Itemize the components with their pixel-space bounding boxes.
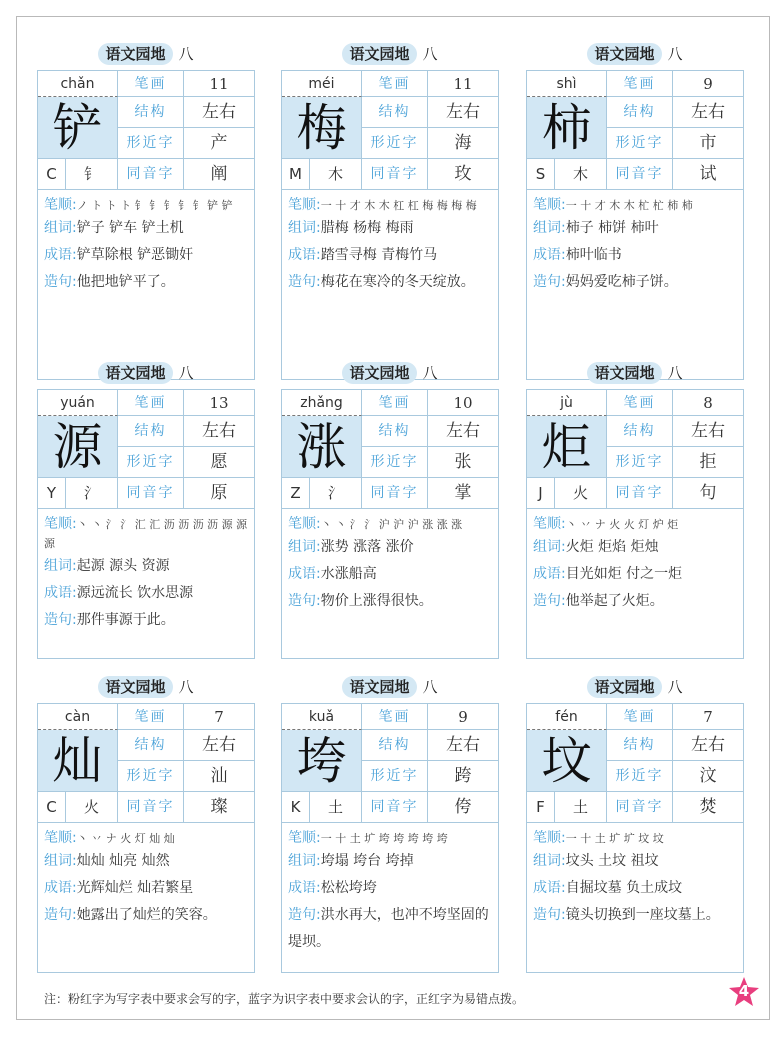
idioms: 松松垮垮: [320, 880, 377, 896]
homophone-value: 掌: [454, 483, 472, 503]
similar-label: 形近字: [362, 447, 428, 478]
words: 火炬 炬焰 炬烛: [565, 539, 659, 555]
sentence-row: 造句:物价上涨得很快。: [288, 593, 433, 609]
stroke-order: 丶 丷 ナ 火 灯 灿 灿: [76, 832, 175, 845]
idiom-label: 成语: [288, 566, 316, 582]
stroke-order-label: 笔顺: [44, 197, 72, 213]
initial-letter: Z: [282, 478, 310, 508]
words-label: 组词: [288, 853, 316, 869]
main-character: 梅: [282, 97, 362, 159]
homophone-label: 同音字: [607, 792, 673, 822]
unit-number: 八: [667, 364, 683, 382]
structure-label: 结构: [118, 416, 184, 447]
sentence: 镜头切换到一座坟墓上。: [565, 907, 720, 923]
similar-value: 产: [184, 128, 254, 159]
idiom-row: 成语:铲草除根 铲恶锄奸: [44, 247, 194, 263]
words-row: 组词:灿灿 灿亮 灿然: [44, 853, 170, 869]
sentence-row: 造句:她露出了灿烂的笑容。: [44, 907, 217, 923]
stroke-order: 一 十 土 圹 圹 坟 坟: [565, 832, 664, 845]
main-character: 铲: [38, 97, 118, 159]
stroke-order-row: 笔顺:丶 丷 ナ 火 火 灯 炉 炬: [533, 516, 679, 532]
char-details: [281, 190, 499, 380]
pinyin: kuǎ: [282, 704, 362, 730]
radical: 木: [310, 159, 362, 189]
pinyin: zhǎng: [282, 390, 362, 416]
strokes-value: 11: [428, 71, 498, 97]
pinyin: jù: [527, 390, 607, 416]
structure-value: 左右: [673, 416, 743, 447]
words-row: 组词:起源 源头 资源: [44, 558, 170, 574]
similar-value: 跨: [428, 761, 498, 792]
unit-number: 八: [667, 678, 683, 696]
strokes-value: 9: [673, 71, 743, 97]
homophone-label: 同音字: [362, 792, 428, 822]
strokes-value: 7: [673, 704, 743, 730]
radical: 氵: [310, 478, 362, 508]
initial-letter: S: [527, 159, 555, 189]
strokes-label: 笔画: [607, 704, 673, 730]
idiom-label: 成语: [533, 880, 561, 896]
words-row: 组词:火炬 炬焰 炬烛: [533, 539, 659, 555]
idioms: 水涨船高: [320, 566, 377, 582]
structure-label: 结构: [607, 97, 673, 128]
sentence: 妈妈爱吃柿子饼。: [565, 274, 678, 290]
structure-label: 结构: [362, 730, 428, 761]
words: 涨势 涨落 涨价: [320, 539, 414, 555]
idioms: 踏雪寻梅 青梅竹马: [320, 247, 438, 263]
initial-letter: J: [527, 478, 555, 508]
sentence-label: 造句: [288, 907, 316, 923]
stroke-order-label: 笔顺: [533, 516, 561, 532]
initial-letter: M: [282, 159, 310, 189]
words: 灿灿 灿亮 灿然: [76, 853, 170, 869]
sentence-label: 造句: [44, 907, 72, 923]
char-details: [526, 823, 744, 973]
char-info-grid: [281, 70, 499, 190]
words: 坟头 土坟 祖坟: [565, 853, 659, 869]
radical: 氵: [66, 478, 118, 508]
idiom-row: 成语:松松垮垮: [288, 880, 377, 896]
idiom-row: 成语:源远流长 饮水思源: [44, 585, 194, 601]
section-title: 语文园地: [342, 362, 416, 384]
sentence-label: 造句: [288, 274, 316, 290]
section-title: 语文园地: [342, 676, 416, 698]
idiom-label: 成语: [288, 880, 316, 896]
homophone-label: 同音字: [362, 478, 428, 508]
strokes-label: 笔画: [362, 71, 428, 97]
sentence-row: 造句:梅花在寒冷的冬天绽放。: [288, 274, 475, 290]
similar-label: 形近字: [607, 761, 673, 792]
pinyin: càn: [38, 704, 118, 730]
structure-label: 结构: [118, 97, 184, 128]
char-details: [37, 190, 255, 380]
strokes-value: 9: [428, 704, 498, 730]
strokes-label: 笔画: [362, 390, 428, 416]
sentence: 物价上涨得很快。: [320, 593, 433, 609]
structure-label: 结构: [118, 730, 184, 761]
sentence-label: 造句: [44, 274, 72, 290]
char-info-grid: [37, 703, 255, 823]
stroke-order-row: 笔顺:一 十 土 圹 圹 坟 坟: [533, 830, 664, 846]
char-details: [526, 509, 744, 659]
initial-letter: Y: [38, 478, 66, 508]
structure-value: 左右: [428, 416, 498, 447]
strokes-value: 10: [428, 390, 498, 416]
similar-value: 拒: [673, 447, 743, 478]
sentence-row: 造句:洪水再大，也冲不垮坚固的堤坝。: [288, 907, 489, 950]
idioms: 柿叶临书: [565, 247, 622, 263]
homophone-value: 原: [210, 483, 228, 503]
char-details: [526, 190, 744, 380]
char-details: [281, 823, 499, 973]
initial-letter: C: [38, 792, 66, 822]
words-label: 组词: [288, 220, 316, 236]
words-label: 组词: [44, 558, 72, 574]
char-details: [37, 509, 255, 659]
stroke-order-label: 笔顺: [288, 197, 316, 213]
pinyin: yuán: [38, 390, 118, 416]
char-info-grid: [37, 389, 255, 509]
radical: 火: [66, 792, 118, 822]
stroke-order: 一 十 土 圹 垮 垮 垮 垮 垮: [320, 832, 448, 845]
similar-label: 形近字: [607, 128, 673, 159]
similar-label: 形近字: [362, 128, 428, 159]
strokes-label: 笔画: [607, 390, 673, 416]
structure-value: 左右: [428, 97, 498, 128]
strokes-label: 笔画: [118, 71, 184, 97]
words-row: 组词:铲子 铲车 铲土机: [44, 220, 184, 236]
main-character: 灿: [38, 730, 118, 792]
structure-value: 左右: [184, 730, 254, 761]
sentence-label: 造句: [44, 612, 72, 628]
sentence: 梅花在寒冷的冬天绽放。: [320, 274, 475, 290]
char-info-grid: [526, 70, 744, 190]
similar-label: 形近字: [607, 447, 673, 478]
homophone-label: 同音字: [118, 478, 184, 508]
idiom-row: 成语:自掘坟墓 负土成坟: [533, 880, 683, 896]
pinyin: méi: [282, 71, 362, 97]
structure-label: 结构: [607, 730, 673, 761]
card-header: [281, 362, 499, 386]
similar-label: 形近字: [118, 128, 184, 159]
homophone-label: 同音字: [118, 792, 184, 822]
homophone-value: 句: [699, 483, 717, 503]
structure-label: 结构: [362, 97, 428, 128]
pinyin: chǎn: [38, 71, 118, 97]
stroke-order-row: 笔顺:一 十 才 木 木 杠 杠 梅 梅 梅 梅: [288, 197, 477, 213]
stroke-order-row: 笔顺:一 十 才 木 木 杧 杧 柿 柿: [533, 197, 693, 213]
idioms: 源远流长 饮水思源: [76, 585, 194, 601]
sentence-label: 造句: [533, 274, 561, 290]
similar-label: 形近字: [362, 761, 428, 792]
sentence: 他举起了火炬。: [565, 593, 664, 609]
stroke-order-label: 笔顺: [533, 197, 561, 213]
stroke-order-row: 笔顺:ノ ト ト ト 钅 钅 钅 钅 钅 铲 铲: [44, 197, 233, 213]
section-title: 语文园地: [98, 43, 172, 65]
main-character: 涨: [282, 416, 362, 478]
sentence: 那件事源于此。: [76, 612, 175, 628]
idioms: 光辉灿烂 灿若繁星: [76, 880, 194, 896]
idioms: 目光如炬 付之一炬: [565, 566, 683, 582]
section-title: 语文园地: [587, 43, 661, 65]
char-details: [37, 823, 255, 973]
unit-number: 八: [422, 678, 438, 696]
idiom-label: 成语: [44, 247, 72, 263]
idioms: 自掘坟墓 负土成坟: [565, 880, 683, 896]
homophone-label: 同音字: [362, 159, 428, 189]
words-row: 组词:柿子 柿饼 柿叶: [533, 220, 659, 236]
words-row: 组词:垮塌 垮台 垮掉: [288, 853, 414, 869]
idiom-row: 成语:水涨船高: [288, 566, 377, 582]
char-info-grid: [37, 70, 255, 190]
similar-value: 愿: [184, 447, 254, 478]
stroke-order-label: 笔顺: [533, 830, 561, 846]
homophone-value: 侉: [454, 797, 472, 817]
page-number: 4: [738, 982, 750, 1000]
stroke-order: 丶 丶 氵 氵 沪 沪 沪 涨 涨 涨: [320, 518, 463, 531]
section-title: 语文园地: [342, 43, 416, 65]
words-label: 组词: [533, 220, 561, 236]
words: 柿子 柿饼 柿叶: [565, 220, 659, 236]
homophone-value: 焚: [699, 797, 717, 817]
idiom-row: 成语:目光如炬 付之一炬: [533, 566, 683, 582]
main-character: 坟: [527, 730, 607, 792]
radical: 钅: [66, 159, 118, 189]
card-header: [37, 362, 255, 386]
words: 垮塌 垮台 垮掉: [320, 853, 414, 869]
radical: 火: [555, 478, 607, 508]
strokes-label: 笔画: [362, 704, 428, 730]
main-character: 源: [38, 416, 118, 478]
unit-number: 八: [178, 678, 194, 696]
stroke-order: 丶 丷 ナ 火 火 灯 炉 炬: [565, 518, 679, 531]
card-header: [37, 676, 255, 700]
stroke-order-row: 笔顺:丶 丷 ナ 火 灯 灿 灿: [44, 830, 175, 846]
card-header: [526, 676, 744, 700]
unit-number: 八: [422, 364, 438, 382]
idiom-row: 成语:柿叶临书: [533, 247, 622, 263]
words-row: 组词:坟头 土坟 祖坟: [533, 853, 659, 869]
homophone-label: 同音字: [118, 159, 184, 189]
similar-value: 海: [428, 128, 498, 159]
similar-value: 张: [428, 447, 498, 478]
stroke-order-label: 笔顺: [288, 516, 316, 532]
sentence: 她露出了灿烂的笑容。: [76, 907, 217, 923]
sentence-label: 造句: [533, 593, 561, 609]
structure-value: 左右: [428, 730, 498, 761]
initial-letter: K: [282, 792, 310, 822]
sentence-row: 造句:妈妈爱吃柿子饼。: [533, 274, 678, 290]
idiom-label: 成语: [288, 247, 316, 263]
stroke-order: 一 十 才 木 木 杠 杠 梅 梅 梅 梅: [320, 199, 477, 212]
sentence-row: 造句:他举起了火炬。: [533, 593, 664, 609]
homophone-label: 同音字: [607, 478, 673, 508]
strokes-value: 8: [673, 390, 743, 416]
unit-number: 八: [178, 45, 194, 63]
card-header: [526, 362, 744, 386]
char-details: [281, 509, 499, 659]
similar-label: 形近字: [118, 761, 184, 792]
stroke-order-label: 笔顺: [44, 830, 72, 846]
idiom-label: 成语: [533, 247, 561, 263]
words: 腊梅 杨梅 梅雨: [320, 220, 414, 236]
strokes-value: 13: [184, 390, 254, 416]
sentence: 洪水再大，也冲不垮坚固的堤坝。: [288, 907, 489, 950]
idioms: 铲草除根 铲恶锄奸: [76, 247, 194, 263]
words-label: 组词: [288, 539, 316, 555]
idiom-row: 成语:光辉灿烂 灿若繁星: [44, 880, 194, 896]
homophone-value: 璨: [210, 797, 228, 817]
stroke-order-row: 笔顺:丶 丶 氵 氵 沪 沪 沪 涨 涨 涨: [288, 516, 463, 532]
footnote: 注：粉红字为写字表中要求会写的字，蓝字为识字表中要求会认的字，正红字为易错点拨。: [44, 992, 525, 1006]
homophone-label: 同音字: [607, 159, 673, 189]
strokes-label: 笔画: [118, 390, 184, 416]
words: 铲子 铲车 铲土机: [76, 220, 184, 236]
main-character: 炬: [527, 416, 607, 478]
radical: 土: [310, 792, 362, 822]
structure-value: 左右: [673, 730, 743, 761]
pinyin: fén: [527, 704, 607, 730]
similar-label: 形近字: [118, 447, 184, 478]
stroke-order-row: 笔顺:丶 丶 氵 氵 汇 汇 沥 沥 沥 沥 源 源 源: [44, 516, 248, 550]
char-info-grid: [281, 389, 499, 509]
card-header: [281, 676, 499, 700]
structure-value: 左右: [184, 416, 254, 447]
main-character: 垮: [282, 730, 362, 792]
sentence-label: 造句: [533, 907, 561, 923]
char-info-grid: [526, 703, 744, 823]
initial-letter: F: [527, 792, 555, 822]
stroke-order: ノ ト ト ト 钅 钅 钅 钅 钅 铲 铲: [76, 199, 233, 212]
strokes-value: 7: [184, 704, 254, 730]
homophone-value: 试: [699, 164, 717, 184]
stroke-order: 一 十 才 木 木 杧 杧 柿 柿: [565, 199, 693, 212]
section-title: 语文园地: [98, 362, 172, 384]
section-title: 语文园地: [587, 676, 661, 698]
stroke-order-row: 笔顺:一 十 土 圹 垮 垮 垮 垮 垮: [288, 830, 448, 846]
sentence: 他把地铲平了。: [76, 274, 175, 290]
idiom-row: 成语:踏雪寻梅 青梅竹马: [288, 247, 438, 263]
section-title: 语文园地: [587, 362, 661, 384]
idiom-label: 成语: [533, 566, 561, 582]
strokes-label: 笔画: [118, 704, 184, 730]
sentence-row: 造句:他把地铲平了。: [44, 274, 175, 290]
char-info-grid: [526, 389, 744, 509]
words: 起源 源头 资源: [76, 558, 170, 574]
sentence-row: 造句:那件事源于此。: [44, 612, 175, 628]
radical: 木: [555, 159, 607, 189]
structure-label: 结构: [362, 416, 428, 447]
stroke-order: 丶 丶 氵 氵 汇 汇 沥 沥 沥 沥 源 源 源: [44, 518, 248, 550]
card-header: [526, 43, 744, 67]
card-header: [281, 43, 499, 67]
idiom-label: 成语: [44, 880, 72, 896]
words-label: 组词: [44, 853, 72, 869]
homophone-value: 阐: [210, 164, 228, 184]
stroke-order-label: 笔顺: [288, 830, 316, 846]
strokes-value: 11: [184, 71, 254, 97]
similar-value: 市: [673, 128, 743, 159]
initial-letter: C: [38, 159, 66, 189]
section-title: 语文园地: [98, 676, 172, 698]
words-row: 组词:腊梅 杨梅 梅雨: [288, 220, 414, 236]
strokes-label: 笔画: [607, 71, 673, 97]
idiom-label: 成语: [44, 585, 72, 601]
unit-number: 八: [178, 364, 194, 382]
similar-value: 汕: [184, 761, 254, 792]
sentence-row: 造句:镜头切换到一座坟墓上。: [533, 907, 720, 923]
structure-value: 左右: [673, 97, 743, 128]
similar-value: 汶: [673, 761, 743, 792]
unit-number: 八: [667, 45, 683, 63]
words-label: 组词: [44, 220, 72, 236]
words-label: 组词: [533, 539, 561, 555]
homophone-value: 玫: [454, 164, 472, 184]
sentence-label: 造句: [288, 593, 316, 609]
structure-label: 结构: [607, 416, 673, 447]
words-row: 组词:涨势 涨落 涨价: [288, 539, 414, 555]
radical: 土: [555, 792, 607, 822]
stroke-order-label: 笔顺: [44, 516, 72, 532]
unit-number: 八: [422, 45, 438, 63]
pinyin: shì: [527, 71, 607, 97]
structure-value: 左右: [184, 97, 254, 128]
words-label: 组词: [533, 853, 561, 869]
char-info-grid: [281, 703, 499, 823]
card-header: [37, 43, 255, 67]
main-character: 柿: [527, 97, 607, 159]
